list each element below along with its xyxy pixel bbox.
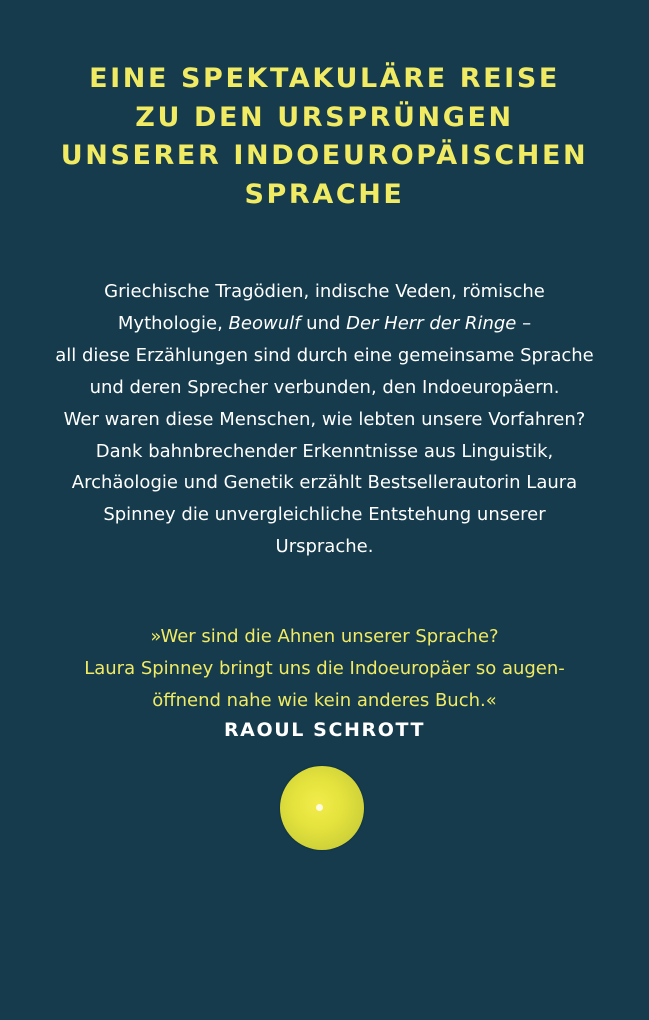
blurb-line-6: Dank bahnbrechender Erkenntnisse aus Linguistik, bbox=[95, 440, 554, 462]
blurb-text: Mythologie, bbox=[117, 312, 229, 334]
blurb-line-3: all diese Erzählungen sind durch eine gemeinsame Sprache bbox=[55, 344, 594, 366]
blurb-text: und bbox=[300, 312, 347, 334]
quote-line-3: öffnend nahe wie kein anderes Buch.« bbox=[152, 689, 497, 711]
headline-line-3: UNSERER INDOEUROPÄISCHEN bbox=[60, 140, 589, 171]
blurb-line-9: Ursprache. bbox=[275, 536, 374, 558]
headline-line-4: SPRACHE bbox=[244, 178, 405, 210]
quote-line-1: »Wer sind die Ahnen unserer Sprache? bbox=[150, 626, 499, 647]
work-title-beowulf: Beowulf bbox=[228, 312, 301, 334]
headline bbox=[0, 60, 649, 214]
headline-line-1: EINE SPEKTAKULÄRE REISE bbox=[89, 63, 560, 94]
blurb-line-1: Griechische Tragödien, indische Veden, römische bbox=[104, 281, 545, 302]
blurb-line-8: Spinney die unvergleichliche Entstehung unserer bbox=[103, 504, 546, 526]
blurb-text: – bbox=[516, 312, 532, 334]
headline-line-2: ZU DEN URSPRÜNGEN bbox=[135, 101, 514, 133]
work-title-herr-der-ringe: Der Herr der Ringe bbox=[346, 312, 517, 334]
review-quote bbox=[0, 621, 649, 717]
quote-line-2: Laura Spinney bringt uns die Indoeuropäer so augen- bbox=[84, 657, 565, 679]
blurb-line-7: Archäologie und Genetik erzählt Bestsellerautorin Laura bbox=[71, 472, 578, 494]
quote-author: RAOUL SCHROTT bbox=[223, 719, 426, 741]
blurb bbox=[0, 276, 649, 563]
blurb-line-4: und deren Sprecher verbunden, den Indoeuropäern. bbox=[89, 376, 560, 398]
logo-center-dot bbox=[316, 804, 323, 811]
blurb-line-5: Wer waren diese Menschen, wie lebten unsere Vorfahren? bbox=[63, 408, 586, 430]
yellow-disc-logo-icon bbox=[280, 766, 364, 850]
blurb-line-2 bbox=[0, 308, 649, 340]
